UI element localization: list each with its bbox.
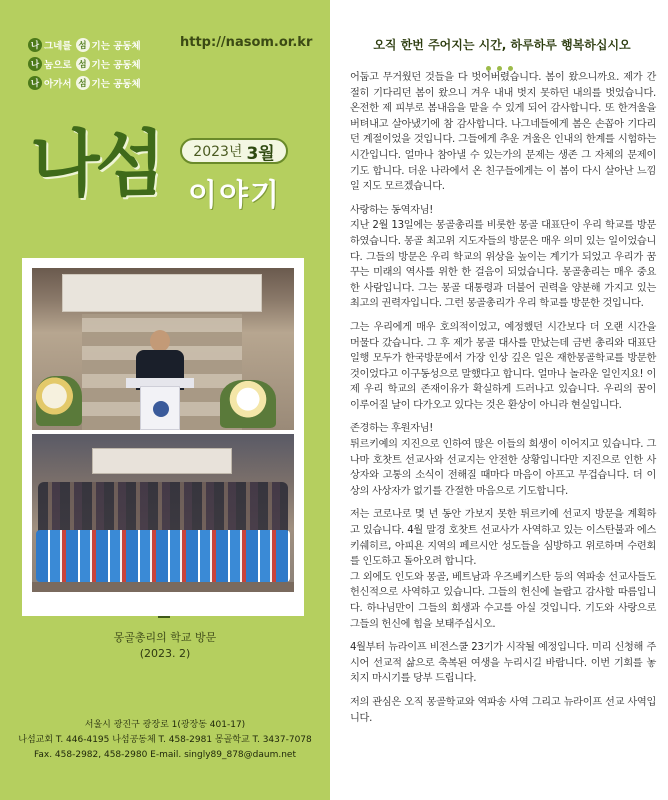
article-paragraph: 사랑하는 동역자님! 지난 2월 13일에는 몽골총리를 비롯한 몽골 대표단이 우리 학교를 방문하였습니다. 몽골 최고위 지도자들의 방문은 매우 의미 있는 일이었습니다. 그들의 방문은 우리 학교의 위상을 높이는 계기가 되었고 우리가 꿈꾸는 미래의 역사를 위한 한 걸음이 되었습니다. 몽골총리는 매우 중요한 사람입니다. 그는 몽골 대통령과 더불어 권력을 양분해 가지고 있는 최고의 권력자입니다. 그런 몽골총리가 우리 학교를 방문한 것입니다. <box>350 204 656 310</box>
left-panel <box>0 0 330 800</box>
motto-lead-badge: 나 <box>28 76 42 90</box>
article-paragraph: 존경하는 후원자님! 튀르키예의 지진으로 인하여 많은 이들의 희생이 이어지고 있습니다. 그나마 호찻트 선교사와 선교지는 안전한 상황입니다만 지진으로 인한 사상자와 고통의 소식이 전해질 때마다 마음이 아프고 무겁습니다. 더 이상의 사상자가 없기를 간절한 마음으로 기도합니다. <box>350 423 656 497</box>
motto-list <box>28 36 141 93</box>
caption-date: (2023. 2) <box>139 647 191 660</box>
photo-card <box>22 258 304 616</box>
article-paragraph: 어둡고 무거웠던 것들을 다 벗어버렸습니다. 봄이 왔으니까요. 제가 간절히 기다리던 봄이 왔으니 겨우 내내 벗지 못하던 내의를 벗었습니다. 온전한 제 피부로 봄내음을 맡을 수 있게 되어 감사합니다. 또 한겨울을 버텨내고 살아냈기에 참 감사합니다. 나그네들에게 봄은 손꼽아 기다리던 계절이었을 것입니다. 그들에게 추운 겨울은 인내의 한계를 시험하는 시간입니다. 얼마나 참아낼 수 있는가의 문제는 생존 그 자체의 문제이기도 합니다. 더운 나라에서 온 친구들에게는 이 봄이 다시 살아난 느낌일 지도 모르겠습니다. <box>350 72 656 193</box>
contact-fax-email: Fax. 458-2982, 458-2980 E-mail. singly89_878@daum.net <box>34 750 296 760</box>
issue-date-badge <box>180 138 288 164</box>
flower-arrangement <box>220 380 276 428</box>
motto-mark-badge: 섬 <box>76 76 90 90</box>
photo-caption <box>0 630 330 662</box>
photo-speech <box>32 268 294 430</box>
issue-month: 3월 <box>246 143 275 164</box>
article-column <box>330 0 668 800</box>
newsletter-title: 나섬 <box>30 122 162 206</box>
article-paragraph: 저의 관심은 오직 몽골학교와 역파송 사역 그리고 뉴라이프 선교 사역입니다. <box>350 696 656 724</box>
motto-mark-badge: 섬 <box>76 38 90 52</box>
photo-group <box>32 434 294 592</box>
motto-rest: 기는 공동체 <box>91 79 141 90</box>
article-paragraph: 저는 코로나로 몇 년 동안 가보지 못한 튀르키예 선교지 방문을 계획하고 있습니다. 4월 말경 호찻트 선교사가 사역하고 있는 이스탄불과 에스키쉐히르, 아피욘 지역의 페르시안 성도들을 심방하고 위로하며 수련회를 인도하고 돌아오려 합니다. 그 외에도 인도와 몽골, 베트남과 우즈베키스탄 등의 역파송 선교사들도 헌신적으로 사역하고 있습니다. 그들의 헌신에 놀랍고 감사할 따름입니다. 하나님만이 그들의 희생과 수고를 아실 것입니다. 기도와 사랑으로 그들의 헌신에 힘을 보태주십시오. <box>350 509 656 630</box>
motto-text: 눔으로 <box>44 60 72 71</box>
contact-phones: 나섬교회 T. 446-4195 나섬공동체 T. 458-2981 몽골학교 T. 3437-7078 <box>18 735 312 745</box>
article-body <box>350 70 656 734</box>
motto-rest: 기는 공동체 <box>91 60 141 71</box>
article-paragraph: 4월부터 뉴라이프 비전스쿨 23기가 시작될 예정입니다. 미리 신청해 주시어 선교적 삶으로 축복된 여생을 누리시길 바랍니다. 이번 기회를 놓치지 마시기를 당부 드립니다. <box>350 642 656 685</box>
photo-floor <box>32 582 294 592</box>
motto-line <box>28 55 141 73</box>
motto-rest: 기는 공동체 <box>91 41 141 52</box>
podium <box>140 386 180 430</box>
issue-year: 2023년 <box>193 144 243 160</box>
caption-title: 몽골총리의 학교 방문 <box>113 631 217 644</box>
emblem-icon <box>153 401 169 417</box>
motto-lead-badge: 나 <box>28 57 42 71</box>
speaker <box>150 330 170 352</box>
article-paragraph: 그는 우리에게 매우 호의적이었고, 예정했던 시간보다 더 오랜 시간을 머물다 갔습니다. 그 후 제가 몽골 대사를 만났는데 금번 총리와 대표단 일행 모두가 한국방문에서 가장 인상 깊은 일은 재한몽골학교를 방문한 것이었다고 이구동성으로 말했다고 합니다. 얼마나 놀라운 일인지요! 이제 우리 학교의 존재이유가 확실하게 드러나고 있습니다. 우리의 꿈이 이루어질 날이 다가오고 있다는 것은 환상이 아니라 현실입니다. <box>350 321 656 411</box>
website-link[interactable]: http://nasom.or.kr <box>180 35 313 50</box>
contact-address: 서울시 광진구 광장로 1(광장동 401-17) <box>84 720 246 730</box>
flower-arrangement <box>36 376 82 426</box>
newsletter-subtitle: 이야기 <box>188 178 281 213</box>
contact-info <box>0 718 330 763</box>
caption-divider <box>158 616 170 618</box>
motto-mark-badge: 섬 <box>76 57 90 71</box>
article-headline: 오직 한번 주어지는 시간, 하루하루 행복하십시오 <box>373 38 631 52</box>
motto-lead-badge: 나 <box>28 38 42 52</box>
photo-banner <box>92 448 232 474</box>
group-children <box>36 530 290 582</box>
motto-line <box>28 74 141 92</box>
motto-text: 아가서 <box>44 79 72 90</box>
photo-banner <box>62 274 262 312</box>
motto-text: 그네를 <box>44 41 72 52</box>
motto-line <box>28 36 141 54</box>
